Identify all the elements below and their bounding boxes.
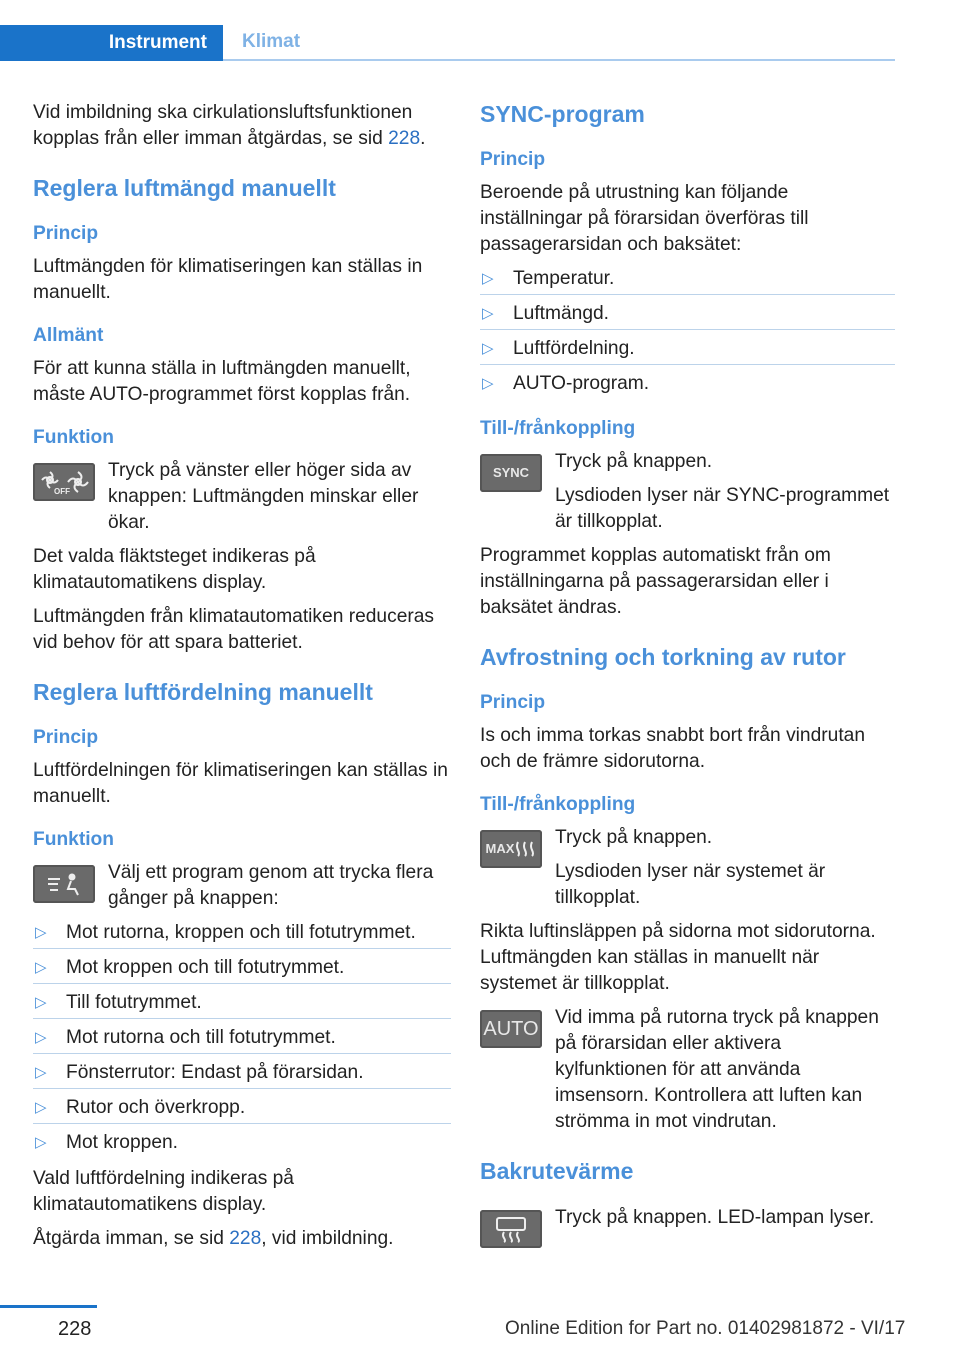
- list-item: [33, 955, 451, 984]
- left-column: [33, 100, 451, 1260]
- subheading: Princip: [33, 223, 99, 244]
- paragraph: Lysdioden lyser när systemet är tillkopplat.: [555, 861, 826, 908]
- list-item-text: Rutor och överkropp.: [66, 1097, 246, 1118]
- paragraph: Rikta luftinsläppen på sidorna mot sidorutorna. Luftmängden kan ställas in manuellt när systemet är tillkopplat.: [480, 921, 876, 994]
- list-item: [33, 1025, 451, 1054]
- air-distribution-icon: [33, 865, 95, 903]
- paragraph: Åtgärda imman, se sid 228, vid imbildning.: [33, 1228, 394, 1249]
- bullet-triangle-icon: ▷: [35, 994, 47, 1011]
- subheading: Till-/frånkoppling: [480, 794, 636, 815]
- right-column: [480, 100, 895, 1255]
- page-link[interactable]: 228: [229, 1228, 262, 1249]
- list-item: [480, 266, 895, 295]
- list-item-text: Luftfördelning.: [513, 338, 635, 359]
- bullet-triangle-icon: ▷: [482, 305, 494, 322]
- subheading: Princip: [480, 149, 546, 170]
- sync-button-row: [480, 449, 895, 535]
- section-title: Reglera luftfördelning manuellt: [33, 679, 373, 705]
- paragraph: Välj ett program genom att trycka flera gånger på knappen:: [108, 862, 434, 909]
- max-button-row: [480, 825, 895, 911]
- tab-klimat[interactable]: Klimat: [242, 31, 301, 52]
- fan-button-icon: [33, 463, 95, 501]
- list-item-text: Fönsterrutor: Endast på förarsidan.: [66, 1062, 364, 1083]
- paragraph: Lysdioden lyser när SYNC-programmet är tillkopplat.: [555, 485, 890, 532]
- list-item: [33, 1130, 451, 1158]
- section-title: Avfrostning och torkning av rutor: [480, 644, 846, 670]
- bullet-triangle-icon: ▷: [482, 375, 494, 392]
- header-tabs: [0, 25, 895, 61]
- auto-button-icon: AUTO: [480, 1010, 542, 1048]
- tab-underline: [223, 59, 895, 61]
- list-item-text: Luftmängd.: [513, 303, 610, 324]
- list-item-text: Mot rutorna och till fotutrymmet.: [66, 1027, 336, 1048]
- bullet-triangle-icon: ▷: [35, 924, 47, 941]
- page-link[interactable]: 228: [388, 128, 421, 149]
- subheading: Till-/frånkoppling: [480, 418, 636, 439]
- list-item-text: Mot kroppen och till fotutrymmet.: [66, 957, 345, 978]
- bullet-triangle-icon: ▷: [35, 1064, 47, 1081]
- paragraph: Luftmängden för klimatiseringen kan ställas in manuellt.: [33, 256, 423, 303]
- bullet-triangle-icon: ▷: [482, 340, 494, 357]
- list-item: [480, 336, 895, 365]
- paragraph: Tryck på knappen.: [555, 451, 713, 472]
- paragraph: Tryck på knappen.: [555, 827, 713, 848]
- intro-paragraph: Vid imbildning ska cirkulationsluftsfunktionen kopplas från eller imman åtgärdas, se sid 228.: [33, 102, 426, 149]
- paragraph: Programmet kopplas automatiskt från om inställningarna på passagerarsidan eller i baksätet ändras.: [480, 545, 831, 618]
- list-item-text: Mot kroppen.: [66, 1132, 178, 1153]
- paragraph: Beroende på utrustning kan följande inställningar på förarsidan överföras till passagerarsidan och baksätet:: [480, 182, 809, 255]
- footer-line: [0, 1305, 97, 1308]
- bullet-triangle-icon: ▷: [482, 270, 494, 287]
- list-item: [33, 990, 451, 1019]
- section-title: SYNC-program: [480, 101, 645, 127]
- subheading: Funktion: [33, 427, 114, 448]
- max-defrost-icon: MAX: [480, 830, 542, 868]
- paragraph: Det valda fläktsteget indikeras på klimatautomatikens display.: [33, 546, 316, 593]
- paragraph: Vald luftfördelning indikeras på klimatautomatikens display.: [33, 1168, 294, 1215]
- bullet-triangle-icon: ▷: [35, 959, 47, 976]
- list-item-text: Temperatur.: [513, 268, 615, 289]
- paragraph: Luftmängden från klimatautomatiken reduceras vid behov för att spara batteriet.: [33, 606, 435, 653]
- subheading: Princip: [480, 692, 546, 713]
- list-item: [480, 371, 895, 399]
- paragraph: Tryck på knappen. LED-lampan lyser.: [555, 1207, 875, 1228]
- sync-button-icon: SYNC: [480, 454, 542, 492]
- rear-window-heater-icon: [480, 1210, 542, 1248]
- fan-button-row: [33, 458, 451, 536]
- paragraph: Is och imma torkas snabbt bort från vindrutan och de främre sidorutorna.: [480, 725, 865, 772]
- auto-button-row: [480, 1005, 895, 1135]
- list-item: [33, 920, 451, 949]
- bullet-triangle-icon: ▷: [35, 1029, 47, 1046]
- list-item: [33, 1060, 451, 1089]
- subheading: Funktion: [33, 829, 114, 850]
- subheading: Princip: [33, 727, 99, 748]
- list-item-text: Till fotutrymmet.: [66, 992, 202, 1013]
- rear-defrost-row: [480, 1205, 895, 1253]
- edition-text: Online Edition for Part no. 01402981872 - VI/17: [505, 1318, 906, 1339]
- bullet-triangle-icon: ▷: [35, 1099, 47, 1116]
- bullet-triangle-icon: ▷: [35, 1134, 47, 1151]
- paragraph: Luftfördelningen för klimatiseringen kan ställas in manuellt.: [33, 760, 448, 807]
- subheading: Allmänt: [33, 325, 104, 346]
- tab-instrument[interactable]: Instrument: [0, 25, 223, 61]
- list-item-text: AUTO-program.: [513, 373, 650, 394]
- section-title: Reglera luftmängd manuellt: [33, 175, 336, 201]
- paragraph: Vid imma på rutorna tryck på knappen på förarsidan eller aktivera kylfunktionen för att använda imsensorn. Kontrollera att luften kan strömma in mot vindrutan.: [555, 1007, 879, 1132]
- distribution-button-row: [33, 860, 451, 912]
- paragraph: Tryck på vänster eller höger sida av knappen: Luftmängden minskar eller ökar.: [108, 460, 419, 533]
- list-item: [33, 1095, 451, 1124]
- section-title: Bakrutevärme: [480, 1158, 634, 1184]
- page-number: 228: [58, 1318, 92, 1340]
- list-item-text: Mot rutorna, kroppen och till fotutrymmet.: [66, 922, 416, 943]
- sync-list: [480, 266, 895, 399]
- list-item: [480, 301, 895, 330]
- paragraph: För att kunna ställa in luftmängden manuellt, måste AUTO-programmet först kopplas från.: [33, 358, 411, 405]
- distribution-list: [33, 920, 451, 1158]
- svg-text:OFF: OFF: [54, 487, 70, 496]
